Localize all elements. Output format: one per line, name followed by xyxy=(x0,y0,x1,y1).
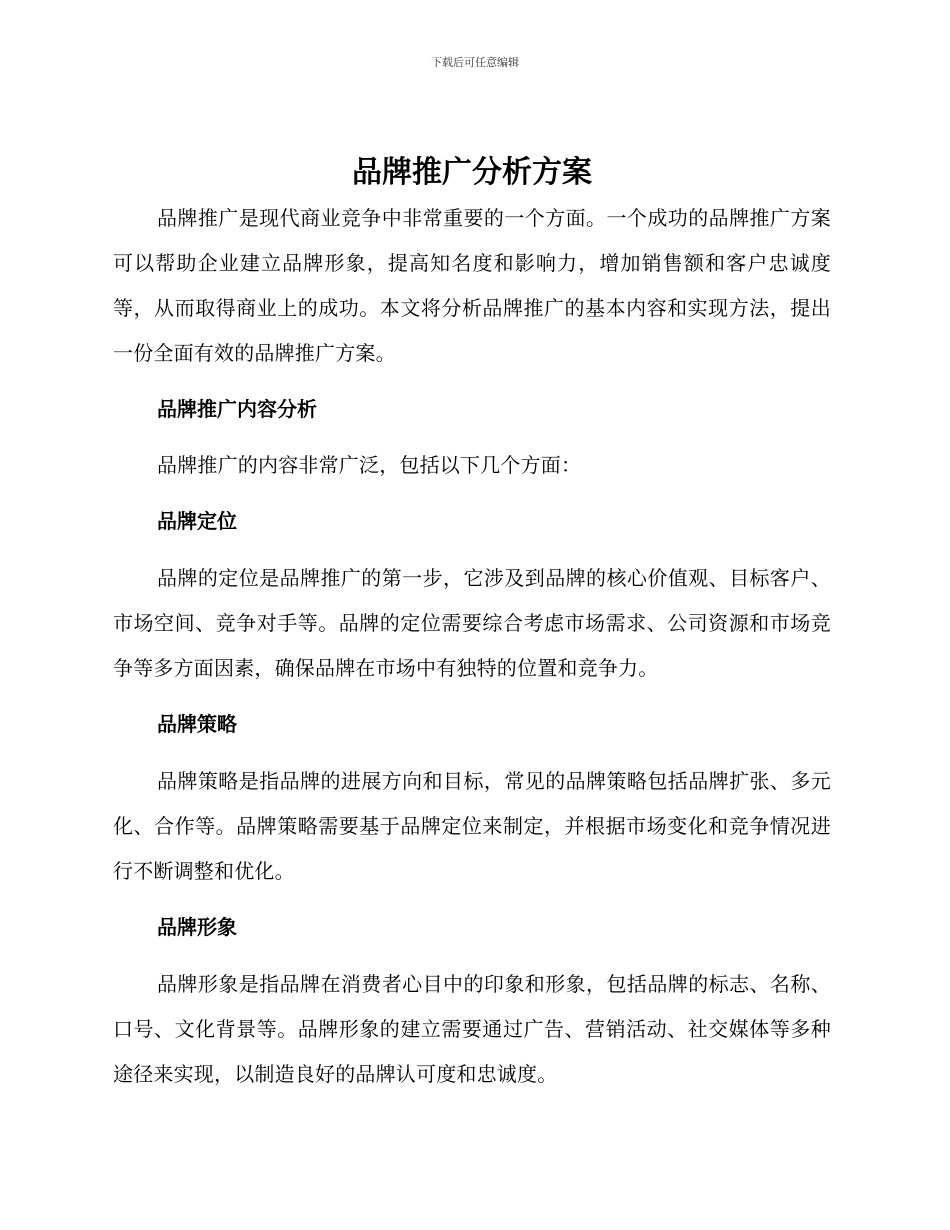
page-title: 品牌推广分析方案 xyxy=(352,155,592,190)
subsection-heading-image: 品牌形象 xyxy=(157,915,237,939)
subsection-heading-positioning: 品牌定位 xyxy=(157,509,237,533)
section-intro-paragraph: 品牌推广的内容非常广泛，包括以下几个方面： xyxy=(157,453,582,477)
section-heading: 品牌推广内容分析 xyxy=(157,397,317,421)
subsection-body-image: 品牌形象是指品牌在消费者心目中的印象和形象，包括品牌的标志、名称、口号、文化背景等。品牌形象的建立需要通过广告、营销活动、社交媒体等多种途径来实现，以制造良好的品牌认可度和忠诚度。 xyxy=(113,972,831,1086)
subsection-body-positioning: 品牌的定位是品牌推广的第一步，它涉及到品牌的核心价值观、目标客户、市场空间、竞争对手等。品牌的定位需要综合考虑市场需求、公司资源和市场竞争等多方面因素，确保品牌在市场中有独特的位置和竞争力。 xyxy=(113,566,831,680)
subsection-body-strategy: 品牌策略是指品牌的进展方向和目标，常见的品牌策略包括品牌扩张、多元化、合作等。品牌策略需要基于品牌定位来制定，并根据市场变化和竞争情况进行不断调整和优化。 xyxy=(113,769,831,883)
document-body xyxy=(113,150,831,1097)
intro-paragraph: 品牌推广是现代商业竞争中非常重要的一个方面。一个成功的品牌推广方案可以帮助企业建立品牌形象，提高知名度和影响力，增加销售额和客户忠诚度等，从而取得商业上的成功。本文将分析品牌推广的基本内容和实现方法，提出一份全面有效的品牌推广方案。 xyxy=(113,206,831,365)
subsection-heading-strategy: 品牌策略 xyxy=(157,712,237,736)
header-note: 下载后可任意编辑 xyxy=(431,56,519,69)
